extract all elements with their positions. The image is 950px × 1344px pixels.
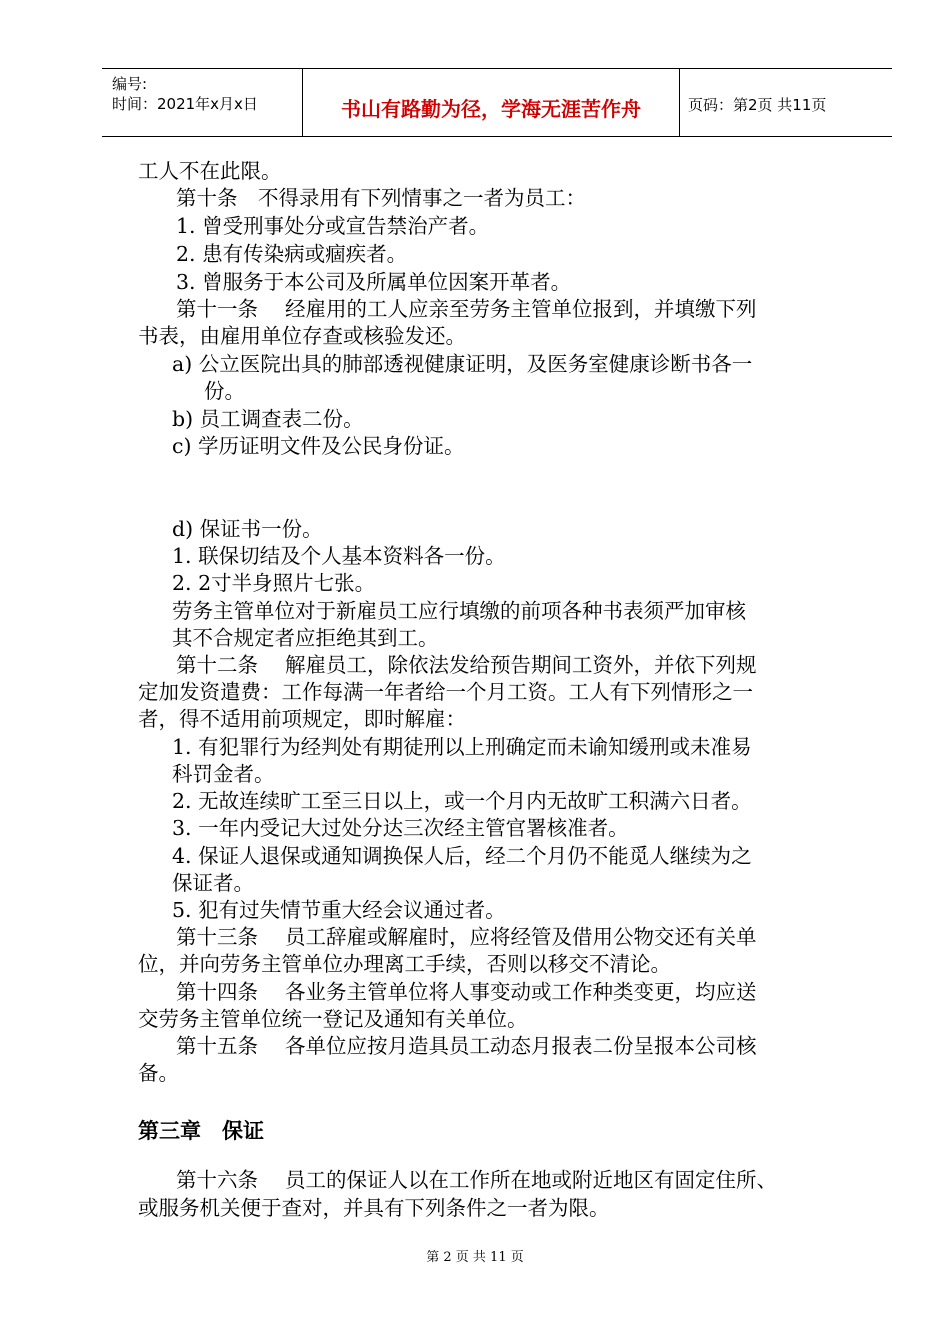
body-line: 科罚金者。 [172, 762, 275, 786]
body-line: 劳务主管单位对于新雇员工应行填缴的前项各种书表须严加审核 [172, 599, 746, 623]
page-info-text: 页码：第2页 共11页 [688, 96, 827, 114]
article-16: 第十六条 员工的保证人以在工作所在地或附近地区有固定住所、 [176, 1168, 778, 1192]
article-15: 第十五条 各单位应按月造具员工动态月报表二份呈报本公司核 [176, 1034, 757, 1058]
body-line: 保证者。 [172, 871, 254, 895]
list-item: 2. 2寸半身照片七张。 [172, 571, 376, 595]
list-item: 1. 联保切结及个人基本资料各一份。 [172, 544, 506, 568]
list-item: b) 员工调查表二份。 [172, 407, 364, 431]
page-header [102, 68, 892, 137]
list-item: 3. 一年内受记大过处分达三次经主管官署核准者。 [172, 816, 629, 840]
list-item: 2. 患有传染病或痼疾者。 [176, 242, 408, 266]
body-line: 其不合规定者应拒绝其到工。 [172, 626, 439, 650]
list-item: c) 学历证明文件及公民身份证。 [172, 434, 465, 458]
header-motto-cell [302, 69, 680, 136]
body-line: 书表，由雇用单位存查或核验发还。 [138, 324, 466, 348]
motto-text: 书山有路勤为径，学海无涯苦作舟 [341, 97, 641, 121]
footer-page-number: 第 2 页 共 11 页 [426, 1250, 524, 1265]
body-line: 者，得不适用前项规定，即时解雇： [138, 707, 466, 731]
list-item: 2. 无故连续旷工至三日以上，或一个月内无故旷工积满六日者。 [172, 789, 752, 813]
article-13: 第十三条 员工辞雇或解雇时，应将经管及借用公物交还有关单 [176, 925, 757, 949]
body-line: 工人不在此限。 [138, 159, 282, 183]
list-item: 5. 犯有过失情节重大经会议通过者。 [172, 898, 506, 922]
list-item: 3. 曾服务于本公司及所属单位因案开革者。 [176, 270, 572, 294]
body-line: 交劳务主管单位统一登记及通知有关单位。 [138, 1007, 528, 1031]
header-page-info-cell [680, 69, 892, 136]
list-item: d) 保证书一份。 [172, 517, 323, 541]
body-line: 或服务机关便于查对，并具有下列条件之一者为限。 [138, 1196, 610, 1220]
date-label: 时间：2021年x月x日 [112, 95, 258, 113]
article-11: 第十一条 经雇用的工人应亲至劳务主管单位报到，并填缴下列 [176, 297, 757, 321]
body-line: 备。 [138, 1061, 179, 1085]
body-line: 定加发资遣费：工作每满一年者给一个月工资。工人有下列情形之一 [138, 680, 753, 704]
chapter-heading: 第三章 保证 [138, 1119, 264, 1143]
header-meta [102, 69, 302, 136]
list-item: 1. 曾受刑事处分或宣告禁治产者。 [176, 214, 490, 238]
body-line: 份。 [204, 379, 245, 403]
article-12: 第十二条 解雇员工，除依法发给预告期间工资外，并依下列规 [176, 653, 757, 677]
article-10: 第十条 不得录用有下列情事之一者为员工： [176, 186, 586, 210]
number-label: 编号: [112, 75, 148, 93]
body-line: 位，并向劳务主管单位办理离工手续，否则以移交不清论。 [138, 952, 671, 976]
list-item: 4. 保证人退保或通知调换保人后，经二个月仍不能觅人继续为之 [172, 844, 752, 868]
page-footer [0, 1246, 950, 1265]
list-item: 1. 有犯罪行为经判处有期徒刑以上刑确定而未谕知缓刑或未准易 [172, 735, 752, 759]
list-item: a) 公立医院出具的肺部透视健康证明，及医务室健康诊断书各一 [172, 352, 753, 376]
article-14: 第十四条 各业务主管单位将人事变动或工作种类变更，均应送 [176, 980, 757, 1004]
